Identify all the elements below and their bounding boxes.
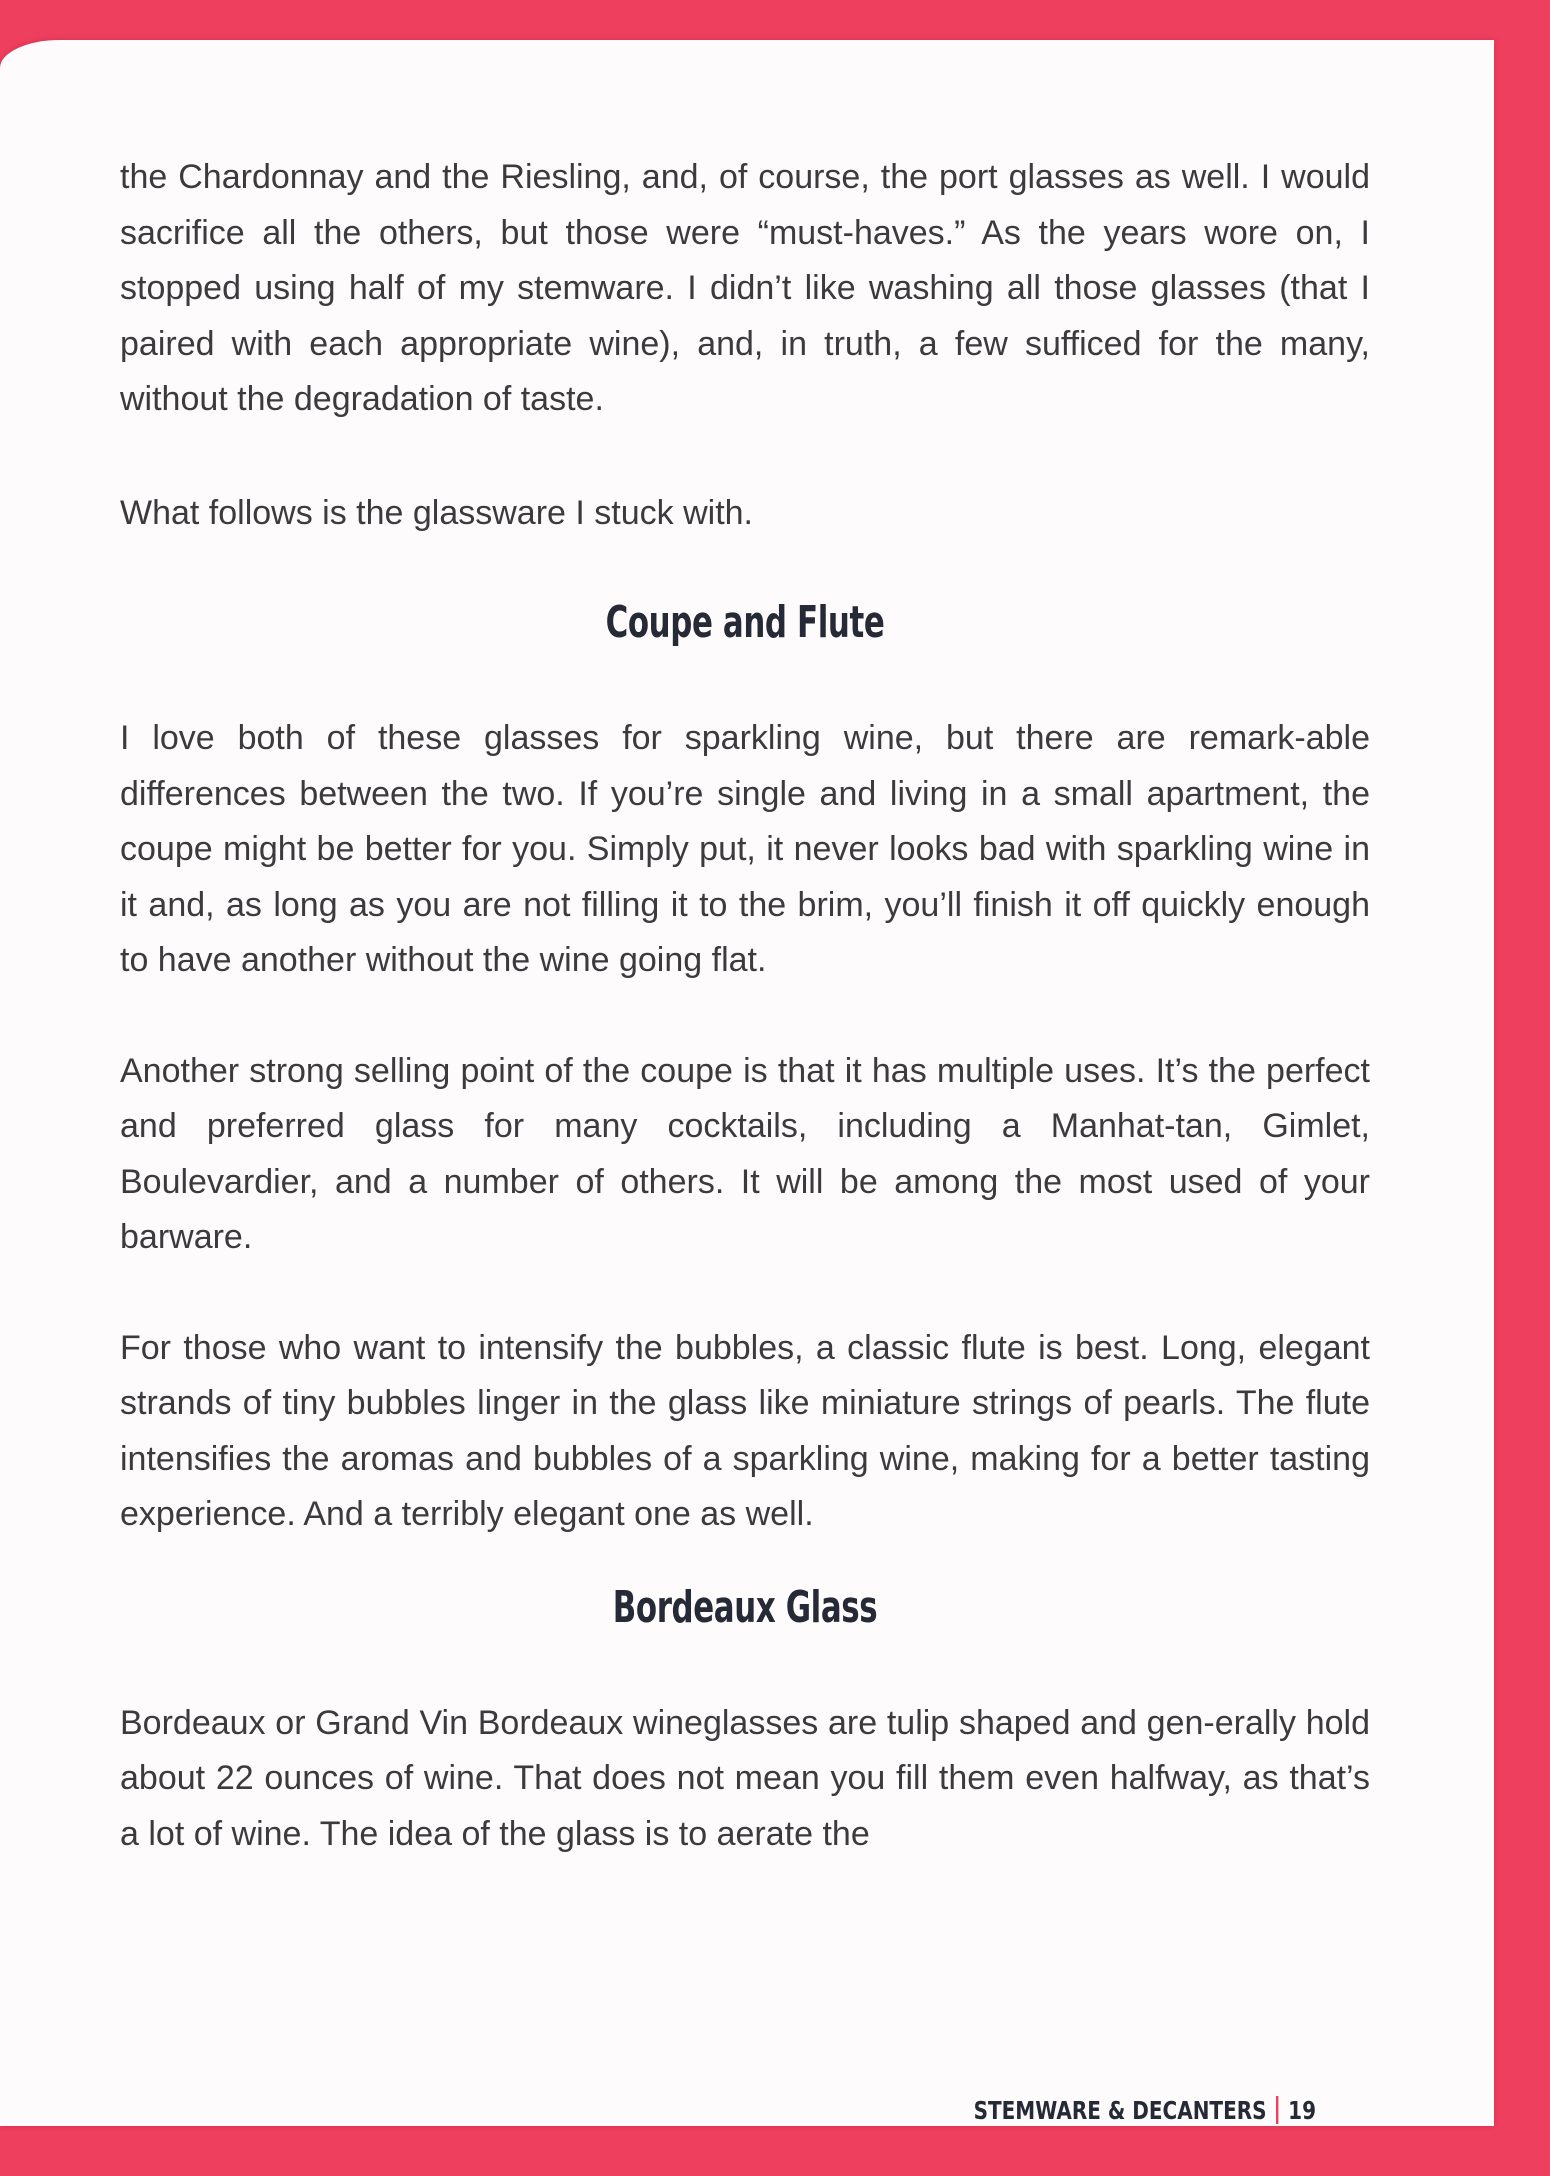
footer-section-title: STEMWARE & DECANTERS — [973, 2096, 1267, 2125]
running-footer — [974, 2096, 1316, 2125]
page-content — [120, 150, 1370, 1917]
coupe-paragraph-1: I love both of these glasses for sparkling wine, but there are remark-able differences between the two. If you’re single and living in a small apartment, the coupe might be better for you. Simply put, it never looks bad with sparkling wine in it and, as long as you are not filling it to the brim, you’ll finish it off quickly enough to have another without the wine going flat. — [120, 719, 1370, 979]
bordeaux-paragraph: Bordeaux or Grand Vin Bordeaux wineglasses are tulip shaped and gen-erally hold about 22 ounces of wine. That does not mean you fill them even halfway, as that’s a lot of wine. The idea of the glass is to aerate the — [120, 1703, 1370, 1853]
section-heading-bordeaux-glass: Bordeaux Glass — [612, 1581, 878, 1633]
book-page — [0, 40, 1494, 2126]
intro-followup: What follows is the glassware I stuck with. — [120, 493, 754, 532]
page-number: 19 — [1288, 2096, 1316, 2125]
footer-separator — [1276, 2096, 1278, 2124]
coupe-paragraph-2: Another strong selling point of the coupe is that it has multiple uses. It’s the perfect and preferred glass for many cocktails, including a Manhat-tan, Gimlet, Boulevardier, and a number of others. It will be among the most used of your barware. — [120, 1051, 1370, 1256]
intro-paragraph: the Chardonnay and the Riesling, and, of course, the port glasses as well. I would sacrifice all the others, but those were “must-haves.” As the years wore on, I stopped using half of my stemware. I didn’t like washing all those glasses (that I paired with each appropriate wine), and, in truth, a few sufficed for the many, without the degradation of taste. — [120, 158, 1370, 418]
flute-paragraph: For those who want to intensify the bubbles, a classic flute is best. Long, elegant strands of tiny bubbles linger in the glass like miniature strings of pearls. The flute intensifies the aromas and bubbles of a sparkling wine, making for a better tasting experience. And a terribly elegant one as well. — [120, 1328, 1370, 1533]
section-heading-coupe-and-flute: Coupe and Flute — [605, 597, 885, 648]
